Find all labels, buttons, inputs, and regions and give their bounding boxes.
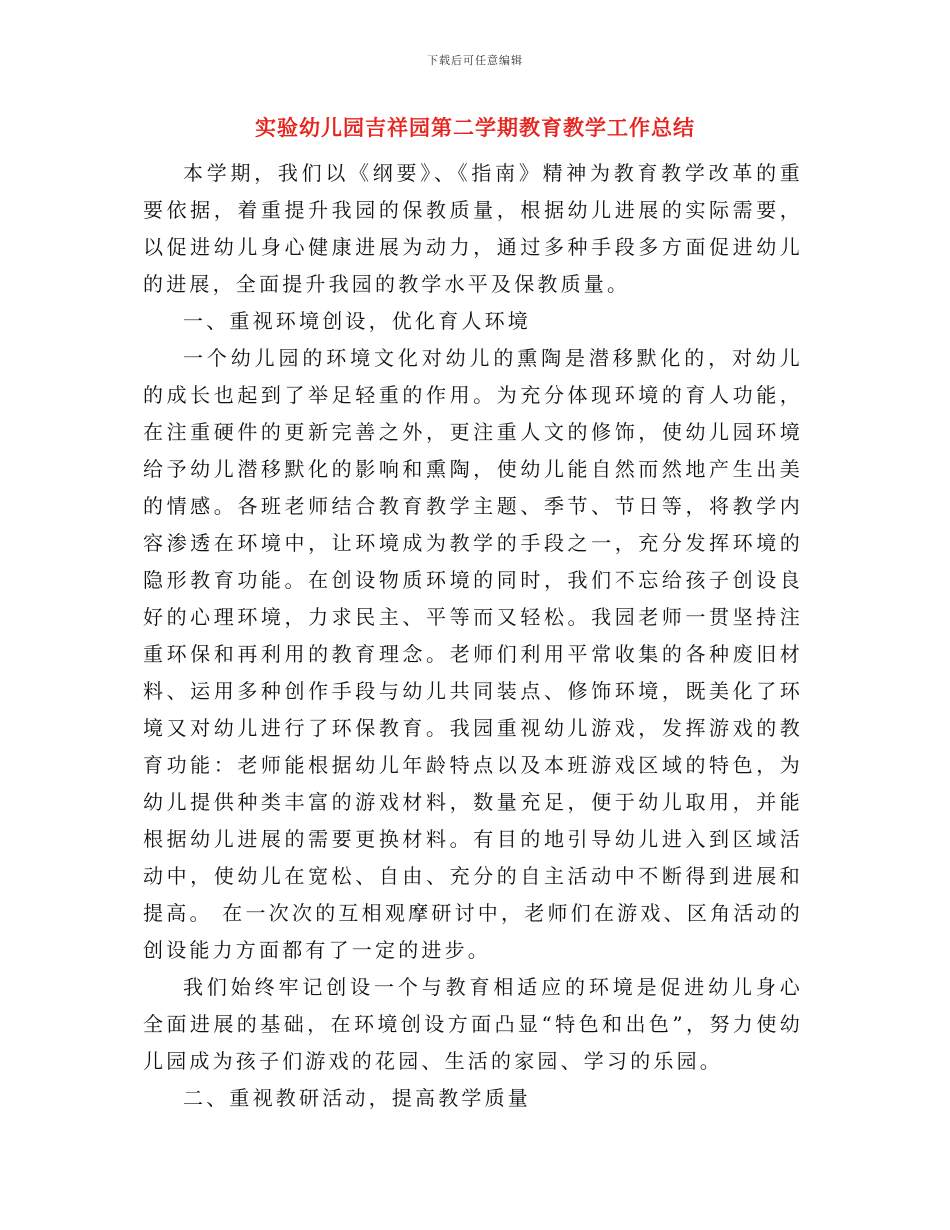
paragraph-intro: 本学期，我们以《纲要》、《指南》精神为教育教学改革的重要依据，着重提升我园的保教质量，根据幼儿进展的实际需要，以促进幼儿身心健康进展为动力，通过多种手段多方面促进幼儿的进展，全面提升我园的教学水平及保教质量。 — [143, 161, 803, 296]
section-heading-1: 一、重视环境创设，优化育人环境 — [183, 309, 531, 333]
header-note: 下载后可任意编辑 — [427, 54, 523, 67]
paragraph-environment-summary: 我们始终牢记创设一个与教育相适应的环境是促进幼儿身心全面进展的基础，在环境创设方面凸显“特色和出色”，努力使幼儿园成为孩子们游戏的花园、生活的家园、学习的乐园。 — [143, 975, 803, 1073]
document-body — [143, 155, 803, 1117]
document-title: 实验幼儿园吉祥园第二学期教育教学工作总结 — [255, 116, 695, 140]
section-heading-2: 二、重视教研活动，提高教学质量 — [183, 1086, 531, 1110]
paragraph-environment: 一个幼儿园的环境文化对幼儿的熏陶是潜移默化的，对幼儿的成长也起到了举足轻重的作用。为充分体现环境的育人功能，在注重硬件的更新完善之外，更注重人文的修饰，使幼儿园环境给予幼儿潜移默化的影响和熏陶，使幼儿能自然而然地产生出美的情感。各班老师结合教育教学主题、季节、节日等，将教学内容渗透在环境中，让环境成为教学的手段之一，充分发挥环境的隐形教育功能。在创设物质环境的同时，我们不忘给孩子创设良好的心理环境，力求民主、平等而又轻松。我园老师一贯坚持注重环保和再利用的教育理念。老师们利用平常收集的各种废旧材料、运用多种创作手段与幼儿共同装点、修饰环境，既美化了环境又对幼儿进行了环保教育。我园重视幼儿游戏，发挥游戏的教育功能：老师能根据幼儿年龄特点以及本班游戏区域的特色，为幼儿提供种类丰富的游戏材料，数量充足，便于幼儿取用，并能根据幼儿进展的需要更换材料。有目的地引导幼儿进入到区域活动中，使幼儿在宽松、自由、充分的自主活动中不断得到进展和提高。 在一次次的互相观摩研讨中，老师们在游戏、区角活动的创设能力方面都有了一定的进步。 — [143, 346, 803, 962]
